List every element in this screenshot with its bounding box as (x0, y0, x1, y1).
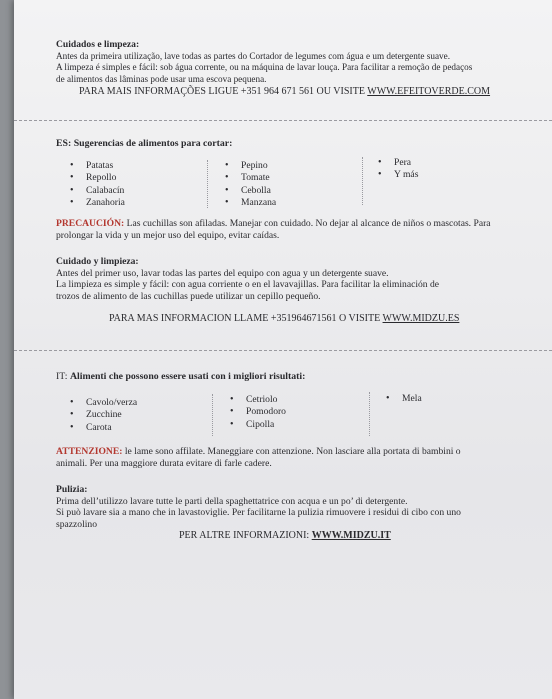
es-food-list-3 (378, 157, 418, 182)
list-item: • Cebolla (225, 185, 276, 197)
it-care-title: Pulizia: (56, 484, 88, 495)
it-info-text: PER ALTRE INFORMAZIONI: (179, 530, 312, 541)
pt-care-line-3: de alimentos das lâminas pode usar uma escova pequena. (56, 73, 267, 84)
instruction-sheet (14, 0, 552, 699)
list-item: • Manzana (225, 197, 276, 209)
list-item: • Zucchine (70, 409, 137, 421)
it-food-list-2 (230, 394, 286, 431)
pt-info-line (79, 86, 490, 97)
list-item: • Patatas (70, 160, 125, 172)
es-warning (56, 218, 491, 241)
es-care-section (56, 256, 439, 302)
es-info-text: PARA MAS INFORMACION LLAME +351964671561 O VISITE (109, 313, 383, 324)
it-warning-line-1: le lame sono affilate. Maneggiare con attenzione. Non lasciare alla portata di bambini o (122, 446, 461, 457)
list-item: • Mela (386, 393, 422, 405)
it-info-line (179, 530, 391, 541)
list-item: • Pepino (225, 160, 276, 172)
it-column-divider-1 (212, 394, 213, 436)
separator-pt-es (14, 120, 552, 121)
es-warning-line-1: Las cuchillas son afiladas. Manejar con cuidado. No dejar al alcance de niños o mascotas. Para (124, 218, 491, 229)
it-food-list-1 (70, 397, 137, 434)
separator-es-it (14, 350, 552, 351)
es-column-divider-1 (207, 160, 208, 208)
list-item: • Y más (378, 169, 418, 181)
pt-care-line-2: A limpeza é simples e fácil: sob água corrente, ou na máquina de lavar louça. Para facilitar a remoção de pedaços (56, 62, 473, 72)
list-item: • Cavolo/verza (70, 397, 137, 409)
it-column-divider-2 (369, 392, 370, 436)
list-item: • Calabacín (70, 185, 125, 197)
list-item: • Carota (70, 422, 137, 434)
pt-care-section (56, 39, 472, 85)
it-heading-line (56, 371, 305, 382)
es-info-line (109, 313, 459, 324)
pt-website-link[interactable]: WWW.EFEITOVERDE.COM (367, 86, 491, 97)
pt-info-text: PARA MAIS INFORMAÇÕES LIGUE +351 964 671 561 OU VISITE (79, 86, 368, 97)
es-care-line-2: La limpieza es simple y fácil: con agua corriente o en el lavavajillas. Para facilitar la eliminación de (56, 279, 440, 290)
es-care-line-3: trozos de alimento de las cuchillas puede utilizar un cepillo pequeño. (56, 290, 321, 302)
list-item: • Pera (378, 157, 418, 169)
it-food-list-3 (386, 393, 422, 405)
es-food-list-1 (70, 160, 125, 210)
it-heading: Alimenti che possono essere usati con i migliori risultati: (69, 371, 306, 382)
pt-care-line-1: Antes da primeira utilização, lave todas as partes do Cortador de legumes com água e um detergente suave. (56, 50, 450, 61)
es-warning-line-2: prolongar la vida y un mejor uso del equipo, evitar caídas. (56, 229, 280, 241)
list-item: • Repollo (70, 172, 125, 184)
list-item: • Tomate (225, 172, 276, 184)
it-care-line-3: spazzolino (56, 518, 98, 530)
it-warning-label: ATTENZIONE: (56, 446, 123, 457)
list-item: • Cipolla (230, 419, 286, 431)
it-care-section (56, 484, 461, 530)
es-heading: ES: Sugerencias de alimentos para cortar: (56, 138, 233, 149)
it-care-line-1: Prima dell’utilizzo lavare tutte le parti della spaghettatrice con acqua e un po’ di detergente. (56, 495, 408, 507)
es-website-link[interactable]: WWW.MIDZU.ES (382, 313, 460, 324)
pt-care-title: Cuidados e limpeza: (56, 39, 140, 50)
it-warning-line-2: animali. Per una maggiore durata evitare di farle cadere. (56, 457, 272, 469)
it-heading-prefix: IT: (56, 371, 70, 382)
it-website-link[interactable]: WWW.MIDZU.IT (311, 530, 391, 541)
it-warning (56, 446, 461, 469)
list-item: • Pomodoro (230, 406, 286, 418)
es-care-title: Cuidado y limpieza: (56, 256, 139, 267)
es-column-divider-2 (362, 157, 363, 205)
it-care-line-2: Si può lavare sia a mano che in lavastoviglie. Per facilitarne la pulizia rimuovere i residui di cibo con uno (56, 507, 461, 518)
es-care-line-1: Antes del primer uso, lavar todas las partes del equipo con agua y un detergente suave. (56, 267, 389, 279)
es-food-list-2 (225, 160, 276, 210)
es-warning-label: PRECAUCIÓN: (56, 218, 125, 229)
list-item: • Cetriolo (230, 394, 286, 406)
list-item: • Zanahoria (70, 197, 125, 209)
